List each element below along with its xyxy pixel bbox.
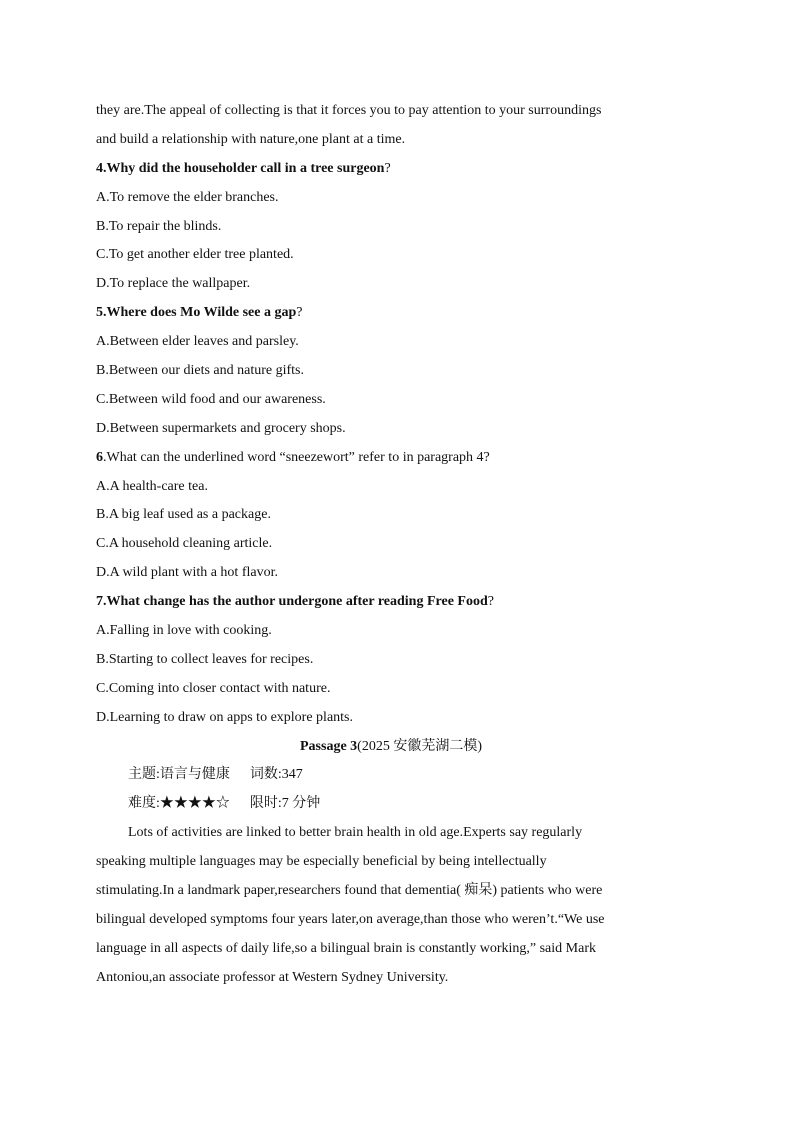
question-6-option-a: A.A health-care tea. — [96, 478, 208, 494]
passage-3-text-line: language in all aspects of daily life,so a bilingual brain is constantly working,” said Mark — [96, 940, 596, 956]
question-7-option-a: A.Falling in love with cooking. — [96, 623, 272, 639]
question-5-option-c: C.Between wild food and our awareness. — [96, 391, 326, 407]
question-6-option-c: C.A household cleaning article. — [96, 536, 273, 552]
passage-3-text-line: stimulating.In a landmark paper,researchers found that dementia( 痴呆) patients who were — [96, 883, 603, 899]
question-6-option-b: B.A big leaf used as a package. — [96, 507, 271, 523]
topic-label: 主题:语言与健康 — [128, 767, 230, 783]
difficulty-stars: ★★★★☆ — [159, 796, 230, 812]
question-7-option-c: C.Coming into closer contact with nature. — [96, 680, 331, 696]
passage-3-text-line: bilingual developed symptoms four years later,on average,than those who weren’t.“We use — [96, 911, 605, 927]
question-5-option-d: D.Between supermarkets and grocery shops. — [96, 420, 346, 436]
question-4-option-b: B.To repair the blinds. — [96, 218, 222, 234]
passage-3-text-line: Antoniou,an associate professor at Western Sydney University. — [96, 969, 449, 985]
question-6-stem: 6.What can the underlined word “sneezewort” refer to in paragraph 4? — [96, 449, 490, 465]
passage-3-title: Passage 3(2025 安徽芜湖二模) — [300, 738, 482, 754]
passage-text-line: and build a relationship with nature,one plant at a time. — [96, 131, 406, 147]
question-4-option-a: A.To remove the elder branches. — [96, 189, 279, 205]
question-5-option-b: B.Between our diets and nature gifts. — [96, 363, 305, 379]
question-7-option-b: B.Starting to collect leaves for recipes. — [96, 651, 314, 667]
question-5-option-a: A.Between elder leaves and parsley. — [96, 334, 299, 350]
passage-3-text-line: speaking multiple languages may be especially beneficial by being intellectually — [96, 854, 547, 870]
question-6-option-d: D.A wild plant with a hot flavor. — [96, 565, 278, 581]
passage-3-text-line: Lots of activities are linked to better brain health in old age.Experts say regularly — [128, 825, 583, 841]
time-limit: 限时:7 分钟 — [249, 796, 321, 812]
question-5-stem: 5.Where does Mo Wilde see a gap? — [96, 305, 303, 321]
passage-text-line: they are.The appeal of collecting is that it forces you to pay attention to your surroundings — [96, 103, 602, 118]
difficulty-label: 难度: — [128, 796, 160, 812]
word-count: 词数:347 — [249, 767, 303, 783]
question-7-option-d: D.Learning to draw on apps to explore plants. — [96, 709, 353, 725]
question-7-stem: 7.What change has the author undergone after reading Free Food? — [96, 594, 494, 610]
passage-3-topic-line — [96, 761, 686, 790]
passage-3-difficulty-line — [96, 790, 686, 819]
question-4-option-c: C.To get another elder tree planted. — [96, 247, 294, 263]
question-4-option-d: D.To replace the wallpaper. — [96, 276, 251, 292]
question-4-stem: 4.Why did the householder call in a tree surgeon? — [96, 160, 391, 176]
document-content — [96, 97, 686, 993]
